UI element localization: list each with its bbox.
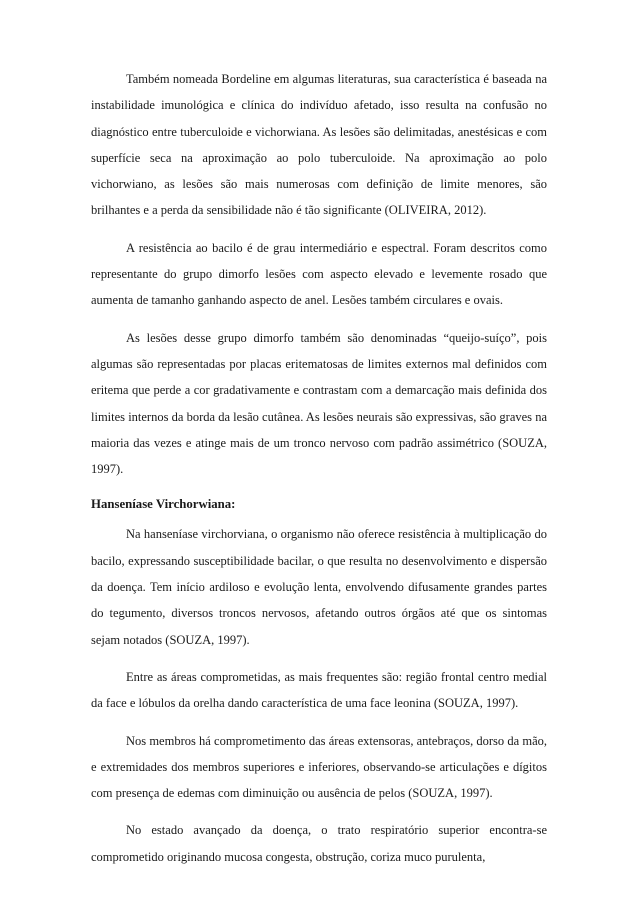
paragraph-bordeline: Também nomeada Bordeline em algumas literaturas, sua característica é baseada na instabilidade imunológica e clínica do indivíduo afetado, isso resulta na confusão no diagnóstico entre tuberculoide e vichorwiana. As lesões são delimitadas, anestésicas e com superfície seca na aproximação ao polo tuberculoide. Na aproximação ao polo vichorwiano, as lesões são mais numerosas com definição de limite menores, são brilhantes e a perda da sensibilidade não é tão significante (OLIVEIRA, 2012). — [91, 72, 547, 218]
paragraph-membros: Nos membros há comprometimento das áreas extensoras, antebraços, dorso da mão, e extremidades dos membros superiores e inferiores, observando-se articulações e dígitos com presença de edemas com diminuição ou ausência de pelos (SOUZA, 1997). — [91, 733, 547, 801]
section-heading: Hanseníase Virchorwiana: — [91, 497, 236, 512]
paragraph-estado-avancado: No estado avançado da doença, o trato respiratório superior encontra-se comprometido originando mucosa congesta, obstrução, coriza muco purulenta, — [91, 823, 547, 864]
paragraph-virchorviana: Na hanseníase virchorviana, o organismo não oferece resistência à multiplicação do bacilo, expressando susceptibilidade bacilar, o que resulta no desenvolvimento e dispersão da doença. Tem início ardiloso e evolução lenta, envolvendo difusamente grandes partes do tegumento, diversos troncos nervosos, afetando outros órgãos até que os sintomas sejam notados (SOUZA, 1997). — [91, 527, 547, 647]
paragraph-queijo-suico: As lesões desse grupo dimorfo também são denominadas “queijo-suíço”, pois algumas são representadas por placas eritematosas de limites externos mal definidos com eritema que perde a cor gradativamente e contrastam com a demarcação mais definida dos limites internos da borda da lesão cutânea. As lesões neurais são expressivas, são graves na maioria das vezes e atinge mais de um tronco nervoso com padrão assimétrico (SOUZA, 1997). — [91, 330, 547, 477]
paragraph-areas-comprometidas: Entre as áreas comprometidas, as mais frequentes são: região frontal centro medial da face e lóbulos da orelha dando característica de uma face leonina (SOUZA, 1997). — [91, 669, 547, 711]
document-page — [91, 66, 547, 881]
paragraph-resistencia: A resistência ao bacilo é de grau intermediário e espectral. Foram descritos como representante do grupo dimorfo lesões com aspecto elevado e levemente rosado que aumenta de tamanho ganhando aspecto de anel. Lesões também circulares e ovais. — [91, 240, 547, 308]
